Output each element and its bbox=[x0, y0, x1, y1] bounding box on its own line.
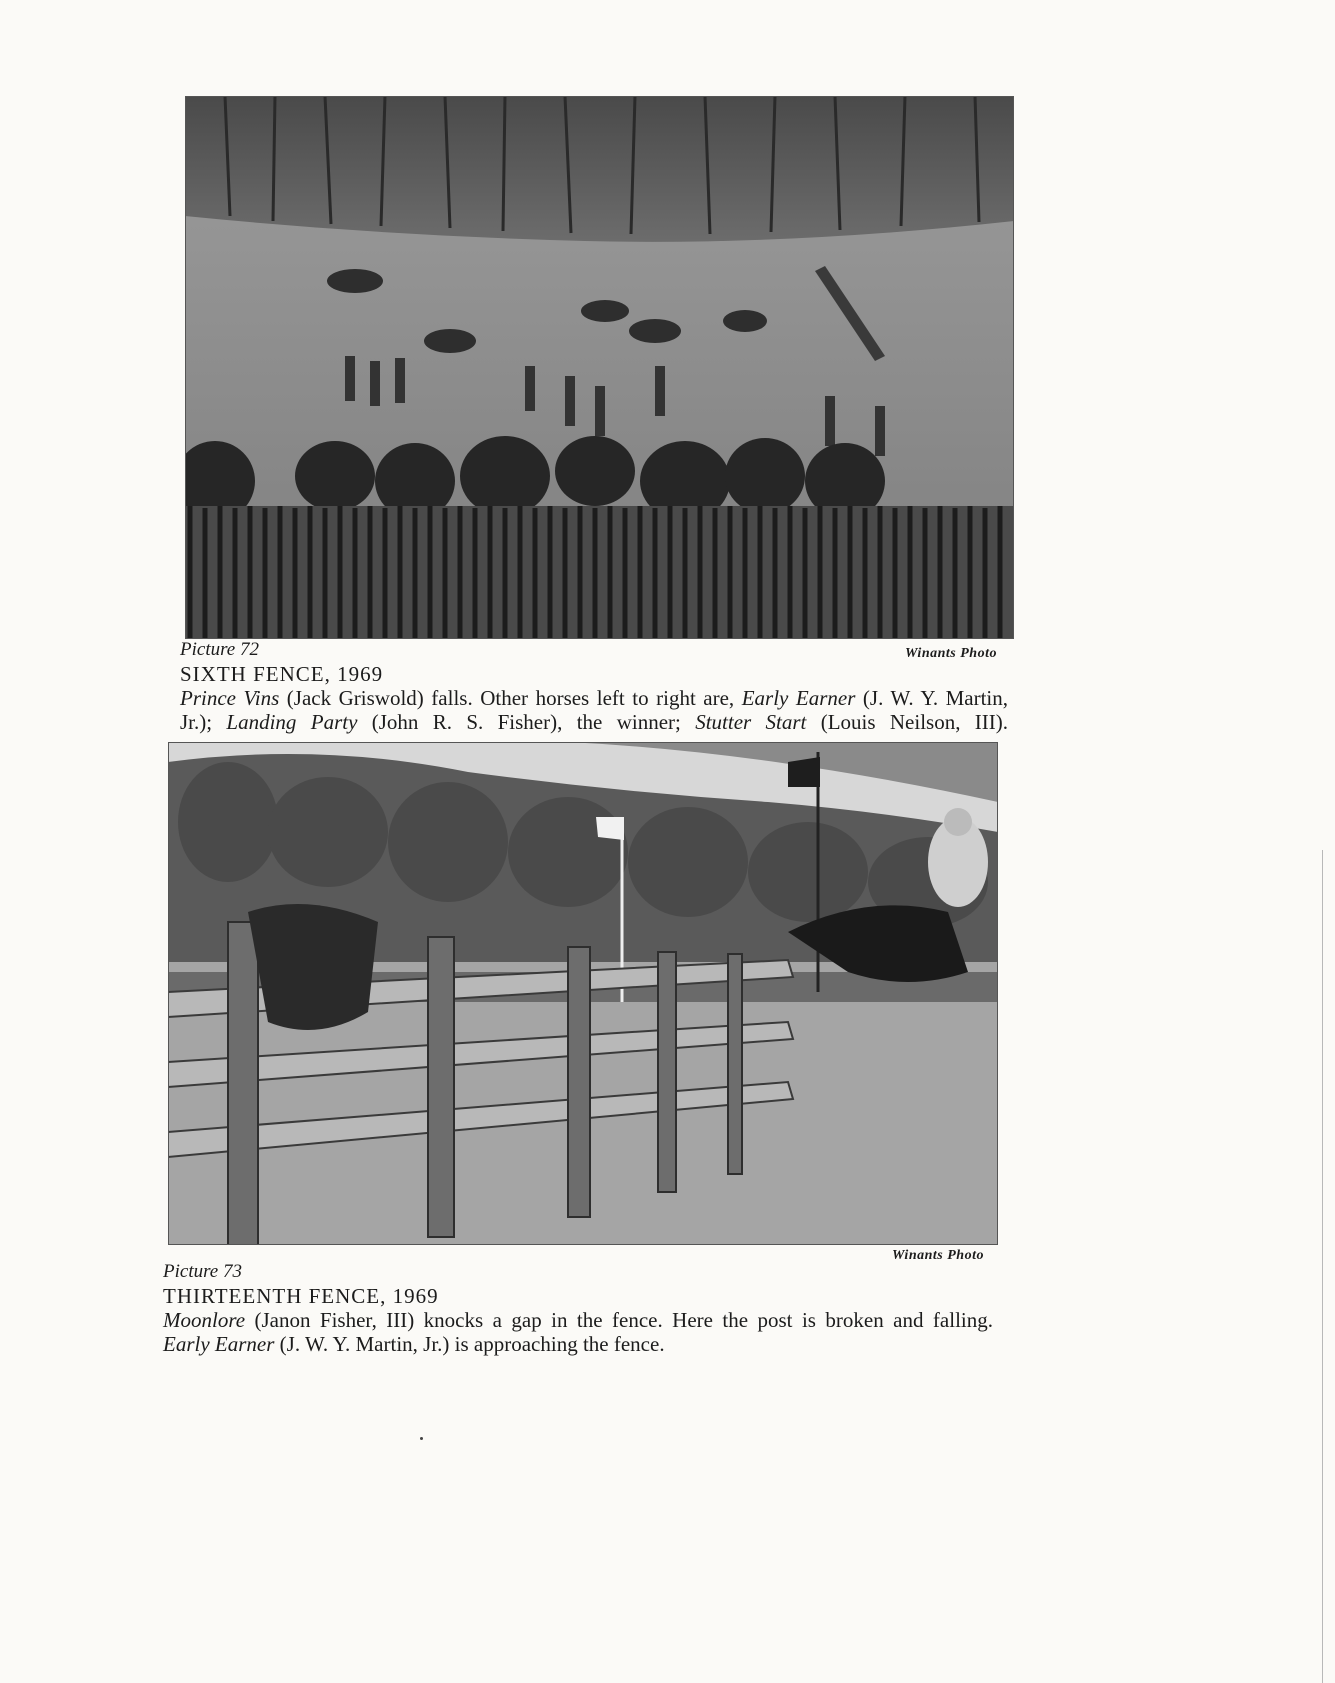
caption-line bbox=[180, 686, 1008, 710]
page-edge-line bbox=[1322, 850, 1323, 1683]
picture-heading: SIXTH FENCE, 1969 bbox=[180, 662, 384, 686]
caption-text: (Jack Griswold) falls. Other horses left to right are, bbox=[279, 686, 742, 710]
caption-text: (John R. S. Fisher), the winner; bbox=[357, 710, 696, 734]
photo-thirteenth-fence bbox=[168, 742, 998, 1245]
caption-text: (J. W. Y. Martin, Jr.) is approaching the fence. bbox=[274, 1332, 665, 1356]
caption-text: (J. W. Y. Martin, bbox=[855, 686, 1008, 710]
photo-credit: Winants Photo bbox=[905, 646, 997, 661]
caption-text: (Janon Fisher, III) knocks a gap in the fence. Here the post is broken and falling. bbox=[245, 1308, 993, 1332]
photo-sixth-fence bbox=[185, 96, 1014, 639]
horse-name: Stutter Start bbox=[695, 710, 807, 734]
picture-heading: THIRTEENTH FENCE, 1969 bbox=[163, 1284, 439, 1308]
ink-speck bbox=[420, 1437, 423, 1440]
horse-name: Early Earner bbox=[163, 1332, 275, 1356]
picture-label: Picture 73 bbox=[163, 1261, 242, 1282]
caption-line bbox=[180, 710, 1008, 734]
caption-picture-72 bbox=[180, 638, 1008, 734]
caption-line bbox=[163, 1308, 993, 1332]
photo-credit: Winants Photo bbox=[892, 1248, 984, 1263]
caption-line bbox=[163, 1332, 993, 1356]
horse-name: Landing Party bbox=[226, 710, 358, 734]
horse-name: Moonlore bbox=[163, 1308, 246, 1332]
picture-label: Picture 72 bbox=[180, 639, 259, 660]
caption-picture-73 bbox=[163, 1260, 993, 1356]
caption-text: (Louis Neilson, III). bbox=[806, 710, 1009, 734]
horse-name: Prince Vins bbox=[180, 686, 280, 710]
horse-name: Early Earner bbox=[741, 686, 856, 710]
caption-text: Jr.); bbox=[180, 710, 227, 734]
